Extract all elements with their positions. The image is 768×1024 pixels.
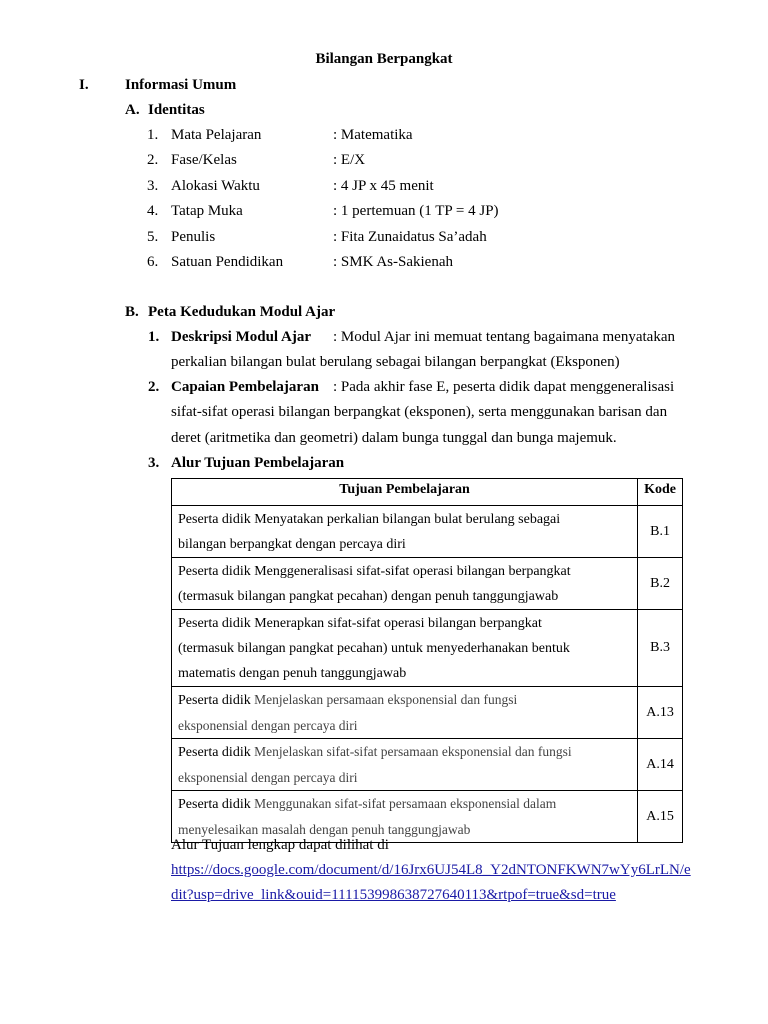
table-row: [172, 739, 683, 791]
tujuan-line: Peserta didik Menerapkan sifat-sifat operasi bilangan berpangkat: [178, 616, 542, 631]
tujuan-line: [178, 739, 631, 765]
deskripsi-text: perkalian bilangan bulat berulang sebagai bilangan berpangkat (Eksponen): [171, 354, 620, 370]
tujuan-line: matematis dengan penuh tanggungjawab: [178, 666, 407, 681]
tujuan-line: Peserta didik Menggeneralisasi sifat-sifat operasi bilangan berpangkat: [178, 564, 571, 579]
tujuan-prefix: Peserta didik: [178, 745, 251, 760]
identitas-item-key: Fase/Kelas: [171, 152, 237, 168]
kode-cell: B.2: [638, 558, 683, 610]
deskripsi-text: : Modul Ajar ini memuat tentang bagaimana menyatakan: [333, 329, 675, 345]
column-header-tujuan: Tujuan Pembelajaran: [172, 479, 638, 506]
alur-link-continued[interactable]: dit?usp=drive_link&ouid=111153998638727640113&rtpof=true&sd=true: [171, 887, 616, 903]
identitas-item-value: : Matematika: [333, 127, 413, 143]
tujuan-cell: [172, 610, 638, 687]
identitas-item-number: 1.: [147, 127, 159, 143]
identitas-item-key: Alokasi Waktu: [171, 178, 260, 194]
table-row: [172, 791, 683, 843]
kode-cell: A.13: [638, 687, 683, 739]
tujuan-line: [178, 791, 631, 817]
column-header-kode: Kode: [638, 479, 683, 506]
kode-cell: A.14: [638, 739, 683, 791]
table-row: [172, 558, 683, 610]
tujuan-table: [171, 478, 683, 843]
subsection-label: A.: [125, 102, 140, 118]
kode-cell: B.1: [638, 506, 683, 558]
tujuan-line: eksponensial dengan percaya diri: [178, 770, 358, 785]
identitas-item-number: 5.: [147, 229, 159, 245]
tujuan-prefix: Peserta didik: [178, 797, 251, 812]
table-row: [172, 687, 683, 739]
table-row: [172, 610, 683, 687]
tujuan-line: menyelesaikan masalah dengan penuh tanggungjawab: [178, 822, 471, 837]
tujuan-line: (termasuk bilangan pangkat pecahan) untuk menyederhanakan bentuk: [178, 641, 570, 656]
section-heading: Informasi Umum: [125, 77, 237, 93]
section-number: I.: [79, 77, 89, 93]
alur-note: Alur Tujuan lengkap dapat dilihat di: [171, 837, 389, 853]
table-row: [172, 506, 683, 558]
tujuan-line: [178, 687, 631, 713]
capaian-heading: Capaian Pembelajaran: [171, 379, 319, 395]
identitas-item-key: Tatap Muka: [171, 203, 243, 219]
identitas-item-value: : E/X: [333, 152, 366, 168]
kode-cell: B.3: [638, 610, 683, 687]
subsection-heading: Peta Kedudukan Modul Ajar: [148, 304, 336, 320]
tujuan-rest: Menjelaskan sifat-sifat persamaan eksponensial dan fungsi: [250, 744, 572, 759]
tujuan-line: bilangan berpangkat dengan percaya diri: [178, 537, 406, 552]
tujuan-line: Peserta didik Menyatakan perkalian bilangan bulat berulang sebagai: [178, 512, 561, 527]
tujuan-cell: [172, 506, 638, 558]
identitas-item-key: Satuan Pendidikan: [171, 254, 284, 270]
item-number: 2.: [148, 379, 160, 395]
tujuan-cell: [172, 739, 638, 791]
tujuan-cell: [172, 687, 638, 739]
subsection-heading: Identitas: [148, 102, 205, 118]
item-number: 3.: [148, 455, 160, 471]
tujuan-rest: Menggunakan sifat-sifat persamaan eksponensial dalam: [250, 796, 557, 811]
document-title: Bilangan Berpangkat: [315, 51, 453, 67]
tujuan-rest: Menjelaskan persamaan eksponensial dan fungsi: [250, 692, 518, 707]
capaian-text: : Pada akhir fase E, peserta didik dapat menggeneralisasi: [333, 379, 675, 395]
subsection-label: B.: [125, 304, 139, 320]
tujuan-line: (termasuk bilangan pangkat pecahan) dengan penuh tanggungjawab: [178, 589, 559, 604]
identitas-item-key: Mata Pelajaran: [171, 127, 262, 143]
identitas-item-number: 6.: [147, 254, 159, 270]
identitas-item-number: 4.: [147, 203, 159, 219]
tujuan-prefix: Peserta didik: [178, 693, 251, 708]
identitas-item-value: : SMK As-Sakienah: [333, 254, 453, 270]
identitas-item-number: 2.: [147, 152, 159, 168]
item-number: 1.: [148, 329, 160, 345]
capaian-text: sifat-sifat operasi bilangan berpangkat (eksponen), serta menggunakan barisan dan: [171, 404, 668, 420]
alur-heading: Alur Tujuan Pembelajaran: [171, 455, 345, 471]
capaian-text: deret (aritmetika dan geometri) dalam bunga tunggal dan bunga majemuk.: [171, 430, 617, 446]
identitas-item-value: : 1 pertemuan (1 TP = 4 JP): [333, 203, 499, 219]
deskripsi-heading: Deskripsi Modul Ajar: [171, 329, 312, 345]
identitas-item-number: 3.: [147, 178, 159, 194]
identitas-item-key: Penulis: [171, 229, 216, 245]
tujuan-line: eksponensial dengan percaya diri: [178, 718, 358, 733]
tujuan-cell: [172, 791, 638, 843]
kode-cell: A.15: [638, 791, 683, 843]
identitas-item-value: : Fita Zunaidatus Sa’adah: [333, 229, 487, 245]
tujuan-cell: [172, 558, 638, 610]
table-header-row: [172, 479, 683, 506]
identitas-item-value: : 4 JP x 45 menit: [333, 178, 434, 194]
alur-link[interactable]: https://docs.google.com/document/d/16Jrx6UJ54L8_Y2dNTONFKWN7wYy6LrLN/e: [171, 862, 691, 878]
